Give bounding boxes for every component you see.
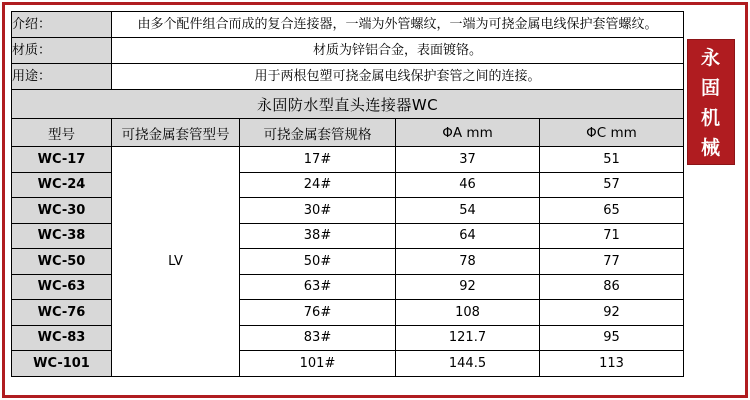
cell-model: WC-101 — [12, 351, 112, 377]
cell-model: WC-17 — [12, 147, 112, 173]
page-inner — [11, 11, 745, 395]
brand-char-1: 永 — [700, 47, 721, 69]
product-spec-table — [11, 11, 684, 377]
cell-phi-c: 95 — [540, 325, 684, 351]
cell-phi-c: 57 — [540, 172, 684, 198]
column-header-phi-c: ΦC mm — [540, 119, 684, 147]
cell-phi-a: 46 — [396, 172, 540, 198]
cell-sleeve-spec: 50# — [240, 249, 396, 275]
cell-phi-a: 144.5 — [396, 351, 540, 377]
cell-phi-a: 108 — [396, 300, 540, 326]
cell-phi-c: 77 — [540, 249, 684, 275]
info-row-usage — [12, 64, 684, 90]
column-header-phi-a: ΦA mm — [396, 119, 540, 147]
cell-phi-c: 65 — [540, 198, 684, 224]
cell-sleeve-spec: 17# — [240, 147, 396, 173]
document-content — [11, 11, 683, 395]
cell-sleeve-spec: 76# — [240, 300, 396, 326]
brand-char-4: 械 — [700, 137, 721, 159]
cell-sleeve-model: LV — [112, 147, 240, 377]
table-title-row — [12, 90, 684, 119]
cell-model: WC-30 — [12, 198, 112, 224]
info-row-intro — [12, 12, 684, 38]
info-label-material: 材质： — [12, 38, 112, 64]
cell-phi-c: 51 — [540, 147, 684, 173]
cell-phi-a: 78 — [396, 249, 540, 275]
cell-phi-a: 92 — [396, 274, 540, 300]
cell-phi-c: 86 — [540, 274, 684, 300]
info-value-intro: 由多个配件组合而成的复合连接器，一端为外管螺纹，一端为可挠金属电线保护套管螺纹。 — [112, 12, 684, 38]
info-row-material — [12, 38, 684, 64]
cell-phi-a: 64 — [396, 223, 540, 249]
cell-sleeve-spec: 38# — [240, 223, 396, 249]
cell-model: WC-24 — [12, 172, 112, 198]
cell-model: WC-83 — [12, 325, 112, 351]
cell-sleeve-spec: 83# — [240, 325, 396, 351]
cell-model: WC-38 — [12, 223, 112, 249]
table-header-row — [12, 119, 684, 147]
info-value-usage: 用于两根包塑可挠金属电线保护套管之间的连接。 — [112, 64, 684, 90]
cell-phi-c: 71 — [540, 223, 684, 249]
red-border-frame — [2, 2, 748, 398]
info-value-material: 材质为锌铝合金，表面镀铬。 — [112, 38, 684, 64]
table-row — [12, 147, 684, 173]
cell-phi-a: 121.7 — [396, 325, 540, 351]
cell-sleeve-spec: 63# — [240, 274, 396, 300]
info-label-intro: 介绍： — [12, 12, 112, 38]
cell-sleeve-spec: 30# — [240, 198, 396, 224]
cell-model: WC-50 — [12, 249, 112, 275]
cell-model: WC-76 — [12, 300, 112, 326]
info-label-usage: 用途： — [12, 64, 112, 90]
cell-phi-c: 113 — [540, 351, 684, 377]
cell-phi-a: 54 — [396, 198, 540, 224]
cell-sleeve-spec: 24# — [240, 172, 396, 198]
column-header-model: 型号 — [12, 119, 112, 147]
brand-banner — [687, 39, 735, 165]
cell-phi-c: 92 — [540, 300, 684, 326]
cell-sleeve-spec: 101# — [240, 351, 396, 377]
cell-model: WC-63 — [12, 274, 112, 300]
column-header-sleeve-model: 可挠金属套管型号 — [112, 119, 240, 147]
column-header-sleeve-spec: 可挠金属套管规格 — [240, 119, 396, 147]
brand-char-2: 固 — [700, 77, 721, 99]
table-title: 永固防水型直头连接器WC — [12, 90, 684, 119]
brand-char-3: 机 — [700, 107, 721, 129]
cell-phi-a: 37 — [396, 147, 540, 173]
